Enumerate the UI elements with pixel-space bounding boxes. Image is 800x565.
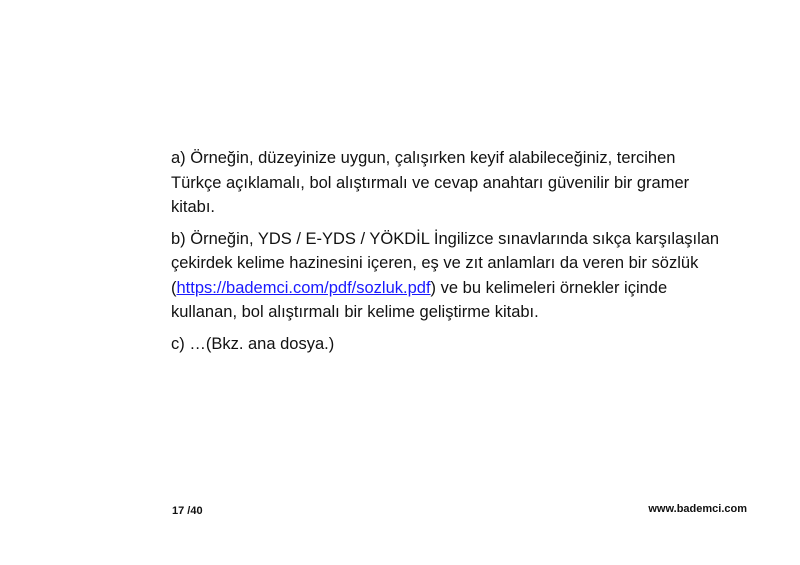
website-footer: www.bademci.com [648, 503, 747, 515]
paragraph-b-line-1: b) Örneğin, YDS / E-YDS / YÖKDİL İngilizce sınavlarında sıkça karşılaşılan [171, 229, 720, 248]
paragraph-a [171, 146, 761, 220]
document-body [171, 146, 761, 363]
paragraph-a-line-1: a) Örneğin, düzeyinize uygun, çalışırken keyif alabileceğiniz, tercihen [171, 149, 676, 167]
paragraph-c-line-1: c) …(Bkz. ana dosya.) [171, 334, 335, 353]
paragraph-b [171, 227, 761, 325]
dictionary-pdf-link[interactable]: https://bademci.com/pdf/sozluk.pdf [176, 278, 431, 297]
paragraph-b-line-4: kullanan, bol alıştırmalı bir kelime geliştirme kitabı. [171, 303, 539, 321]
paragraph-b-line-3 [171, 276, 761, 301]
page-number: 17 /40 [172, 505, 203, 517]
paragraph-a-line-3: kitabı. [171, 198, 216, 216]
paragraph-c [171, 332, 761, 357]
paragraph-a-line-2: Türkçe açıklamalı, bol alıştırmalı ve cevap anahtarı güvenilir bir gramer [171, 173, 690, 192]
paragraph-b-line-3-suffix: ) ve bu kelimeleri örnekler içinde [430, 278, 668, 297]
paragraph-b-line-2: çekirdek kelime hazinesini içeren, eş ve zıt anlamları da veren bir sözlük [171, 254, 699, 272]
paren-open: ( [171, 278, 177, 297]
